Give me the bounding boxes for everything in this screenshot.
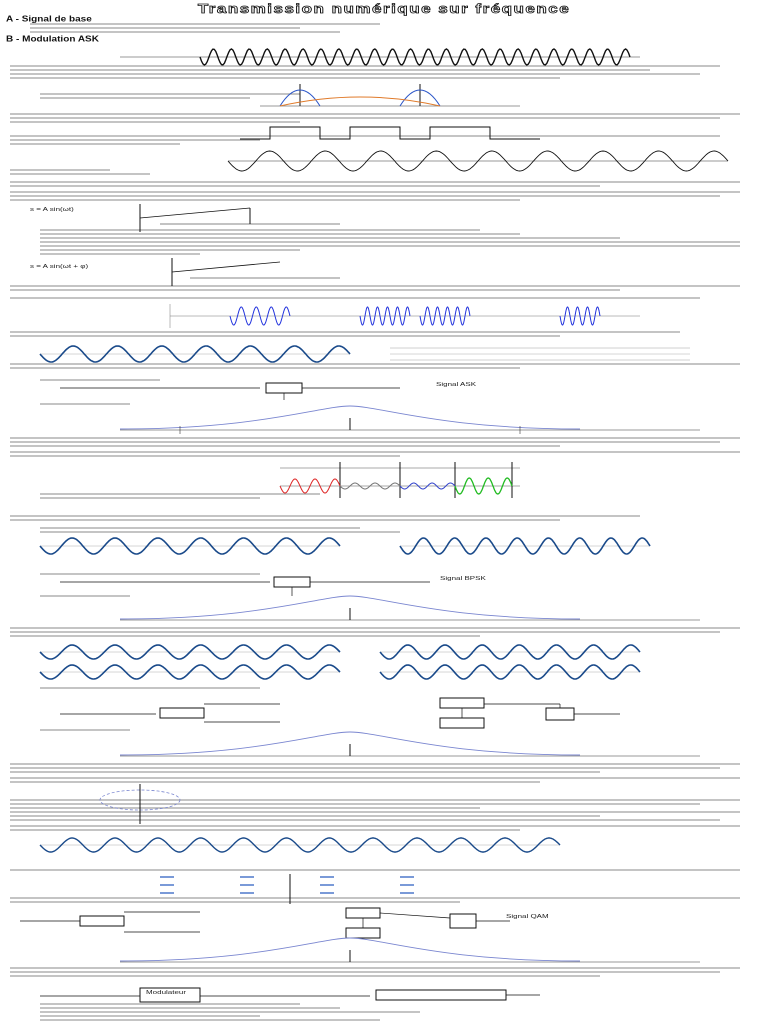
page-title: Transmission numérique sur fréquence xyxy=(197,1,571,16)
modulator-diagram-qpsk xyxy=(60,696,620,732)
sinusoid-figure xyxy=(228,148,728,174)
square-wave-figure xyxy=(240,124,540,144)
wave-row-2-right xyxy=(400,534,650,558)
wave-row-4-right xyxy=(340,834,560,856)
ask-waveform-figure xyxy=(120,42,640,72)
multicolor-wave-figure xyxy=(280,458,520,502)
formula-1: s = A sin(ωt) xyxy=(30,206,74,213)
constellation-sketch xyxy=(80,784,200,824)
spectrum-small-figure xyxy=(260,80,520,110)
qam-constellation-dots xyxy=(160,874,440,904)
wave-row-1-right xyxy=(390,342,690,366)
label-signal-bpsk: Signal BPSK xyxy=(440,575,486,582)
spectrum-plot-4 xyxy=(100,936,720,966)
wave-row-3-right xyxy=(380,642,640,682)
spectrum-plot-1 xyxy=(100,404,720,434)
wave-row-3-left xyxy=(40,642,340,682)
section-heading-b: B - Modulation ASK xyxy=(6,35,99,44)
spectrum-plot-2 xyxy=(100,594,720,624)
wave-row-1-left xyxy=(40,342,350,366)
section-heading-a: A - Signal de base xyxy=(6,15,92,24)
wave-row-2-left xyxy=(40,534,340,558)
fsk-burst-figure xyxy=(170,304,640,328)
modulator-diagram-ask xyxy=(60,380,480,400)
demodulator-diagram xyxy=(20,986,540,1008)
label-signal-qam: Signal QAM xyxy=(506,913,549,920)
spectrum-plot-3 xyxy=(100,730,720,760)
label-modulateur: Modulateur xyxy=(146,989,187,996)
wave-row-4-left xyxy=(40,834,340,856)
formula-2: s = A sin(ωt + φ) xyxy=(30,263,89,270)
vector-diagram-1 xyxy=(40,204,340,234)
label-signal-ask: Signal ASK xyxy=(436,381,477,388)
